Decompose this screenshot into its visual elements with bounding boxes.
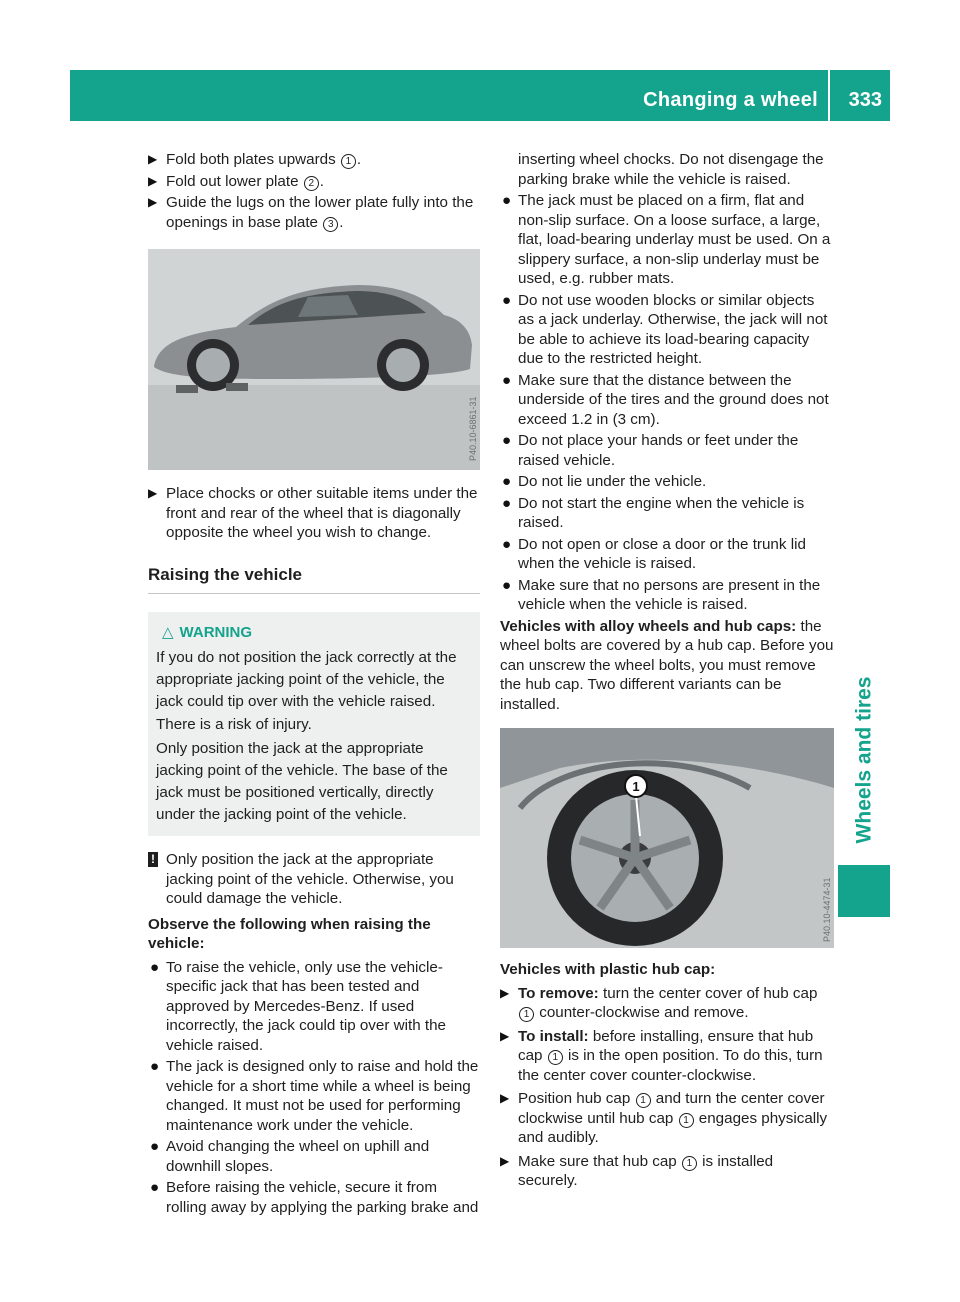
bullet-icon: ● xyxy=(502,432,512,449)
callout-ref: 1 xyxy=(679,1113,694,1128)
step-arrow-icon: ▶ xyxy=(500,1091,510,1105)
instruction-step: ▶ Place chocks or other suitable items under the front and rear of the wheel that is diagonally opposite the wheel you wish to change. xyxy=(148,485,478,541)
callout-ref: 1 xyxy=(519,1007,534,1022)
bullet-icon: ● xyxy=(502,473,512,490)
callout-ref: 1 xyxy=(682,1156,697,1171)
bullet-icon: ● xyxy=(502,576,512,594)
plastic-hubcap-heading: Vehicles with plastic hub cap: xyxy=(500,961,716,978)
step-arrow-icon: ▶ xyxy=(148,152,158,166)
left-column xyxy=(148,150,480,1219)
list-item: ● Make sure that no persons are present in the vehicle when the vehicle is raised. xyxy=(502,576,821,613)
side-tab-marker xyxy=(838,865,890,917)
instruction-step: ▶ Fold both plates upwards 1 . xyxy=(148,151,362,168)
bullet-icon: ● xyxy=(502,371,512,389)
list-item: ● Do not open or close a door or the trunk lid when the vehicle is raised. xyxy=(502,535,806,572)
observe-heading: Observe the following when raising the vehicle: xyxy=(148,915,431,952)
continued-text: inserting wheel chocks. Do not disengage the parking brake while the vehicle is raised. xyxy=(518,151,824,188)
list-item: ● The jack is designed only to raise and hold the vehicle for a short time while a wheel is being changed. It must not be used for performing maintenance work under the vehicle. xyxy=(150,1058,479,1134)
step-arrow-icon: ▶ xyxy=(148,486,158,500)
bullet-icon: ● xyxy=(502,291,512,309)
section-title: Raising the vehicle xyxy=(148,565,480,595)
step-arrow-icon: ▶ xyxy=(148,173,158,188)
bullet-icon: ● xyxy=(502,535,512,553)
bullet-icon: ● xyxy=(502,192,512,209)
warning-text: If you do not position the jack correctly at the appropriate jacking point of the vehicle, the jack could tip over with the vehicle raised. xyxy=(156,649,457,710)
instruction-step: ▶ Guide the lugs on the lower plate fully into the openings in base plate 3 . xyxy=(148,194,474,231)
warning-heading: △ WARNING xyxy=(162,624,253,641)
step-arrow-icon: ▶ xyxy=(500,1153,510,1168)
instruction-step: ▶ To install: before installing, ensure that hub cap 1 is in the open position. To do this, turn the center cover counter-clockwise. xyxy=(500,1027,823,1084)
instruction-step: ▶ Make sure that hub cap 1 is installed securely. xyxy=(500,1152,774,1189)
page-header xyxy=(70,70,890,121)
callout-ref: 3 xyxy=(323,217,338,232)
list-item: ● Do not place your hands or feet under the raised vehicle. xyxy=(502,432,799,469)
list-item: ● Make sure that the distance between the underside of the tires and the ground does not exceed 1.2 in (3 cm). xyxy=(502,371,829,428)
callout-ref: 1 xyxy=(341,154,356,169)
callout-ref: 1 xyxy=(548,1050,563,1065)
list-item: ● Before raising the vehicle, secure it from rolling away by applying the parking brake and xyxy=(150,1179,479,1216)
header-divider xyxy=(828,70,830,121)
bullet-icon: ● xyxy=(150,1138,160,1155)
list-item: ● Avoid changing the wheel on uphill and downhill slopes. xyxy=(150,1138,430,1175)
bullet-icon: ● xyxy=(150,1179,160,1196)
alloy-wheels-label: Vehicles with alloy wheels and hub caps: xyxy=(500,617,797,635)
instruction-step: ▶ To remove: turn the center cover of hub cap 1 counter-clockwise and remove. xyxy=(500,984,818,1021)
list-item: ● The jack must be placed on a firm, flat and non-slip surface. On a loose surface, a large, flat, load-bearing underlay must be used. On a slippery surface, a non-slip underlay must be used, e.g. rubber mats. xyxy=(502,192,831,287)
list-item: ● Do not use wooden blocks or similar objects as a jack underlay. Otherwise, the jack will not be able to achieve its load-bearing capacity due to the restricted height. xyxy=(502,291,828,367)
alloy-wheels-paragraph: Vehicles with alloy wheels and hub caps: the wheel bolts are covered by a hub cap. Before you can unscrew the wheel bolts, you must remove the hub cap. Two different variants can be installed. xyxy=(500,617,834,713)
chapter-title: Changing a wheel xyxy=(643,89,818,111)
step-arrow-icon: ▶ xyxy=(500,1028,510,1043)
step-arrow-icon: ▶ xyxy=(500,985,510,1000)
car-side-figure xyxy=(148,249,480,470)
step-arrow-icon: ▶ xyxy=(148,195,158,209)
figure-code: P40.10-4474-31 xyxy=(822,877,832,942)
exclamation-icon: ! xyxy=(148,852,158,867)
instruction-step: ▶ Fold out lower plate 2 . xyxy=(148,172,324,190)
page-number: 333 xyxy=(848,89,882,111)
car-illustration xyxy=(148,249,480,470)
warning-text: There is a risk of injury. xyxy=(156,716,312,733)
callout-ref: 1 xyxy=(636,1093,651,1108)
figure-code: P40.10-6861-31 xyxy=(468,396,478,461)
list-item: ● Do not start the engine when the vehicle is raised. xyxy=(502,494,805,531)
warning-triangle-icon: △ xyxy=(162,624,174,641)
wheel-illustration xyxy=(500,728,834,948)
callout-ref: 2 xyxy=(304,176,319,191)
bullet-icon: ● xyxy=(502,494,512,512)
figure-callout-number: 1 xyxy=(632,779,640,794)
list-item: ● Do not lie under the vehicle. xyxy=(502,473,707,490)
warning-text: Only position the jack at the appropriate jacking point of the vehicle. The base of the jack must be positioned vertically, directly under the jacking point of the vehicle. xyxy=(156,740,448,823)
wheel-hubcap-figure xyxy=(500,728,834,948)
list-item: ● To raise the vehicle, only use the vehicle-specific jack that has been tested and approved by Mercedes-Benz. If used incorrectly, the jack could tip over with the vehicle raised. xyxy=(150,958,446,1054)
warning-box xyxy=(148,612,480,836)
bullet-icon: ● xyxy=(150,958,160,976)
side-tab xyxy=(838,640,890,880)
side-tab-label: Wheels and tires xyxy=(852,676,876,844)
bullet-icon: ● xyxy=(150,1058,160,1075)
right-column xyxy=(500,150,834,1193)
damage-notice: ! Only position the jack at the appropriate jacking point of the vehicle. Otherwise, you could damage the vehicle. xyxy=(148,850,480,909)
instruction-step: ▶ Position hub cap 1 and turn the center cover clockwise until hub cap 1 engages physically and audibly. xyxy=(500,1090,828,1146)
